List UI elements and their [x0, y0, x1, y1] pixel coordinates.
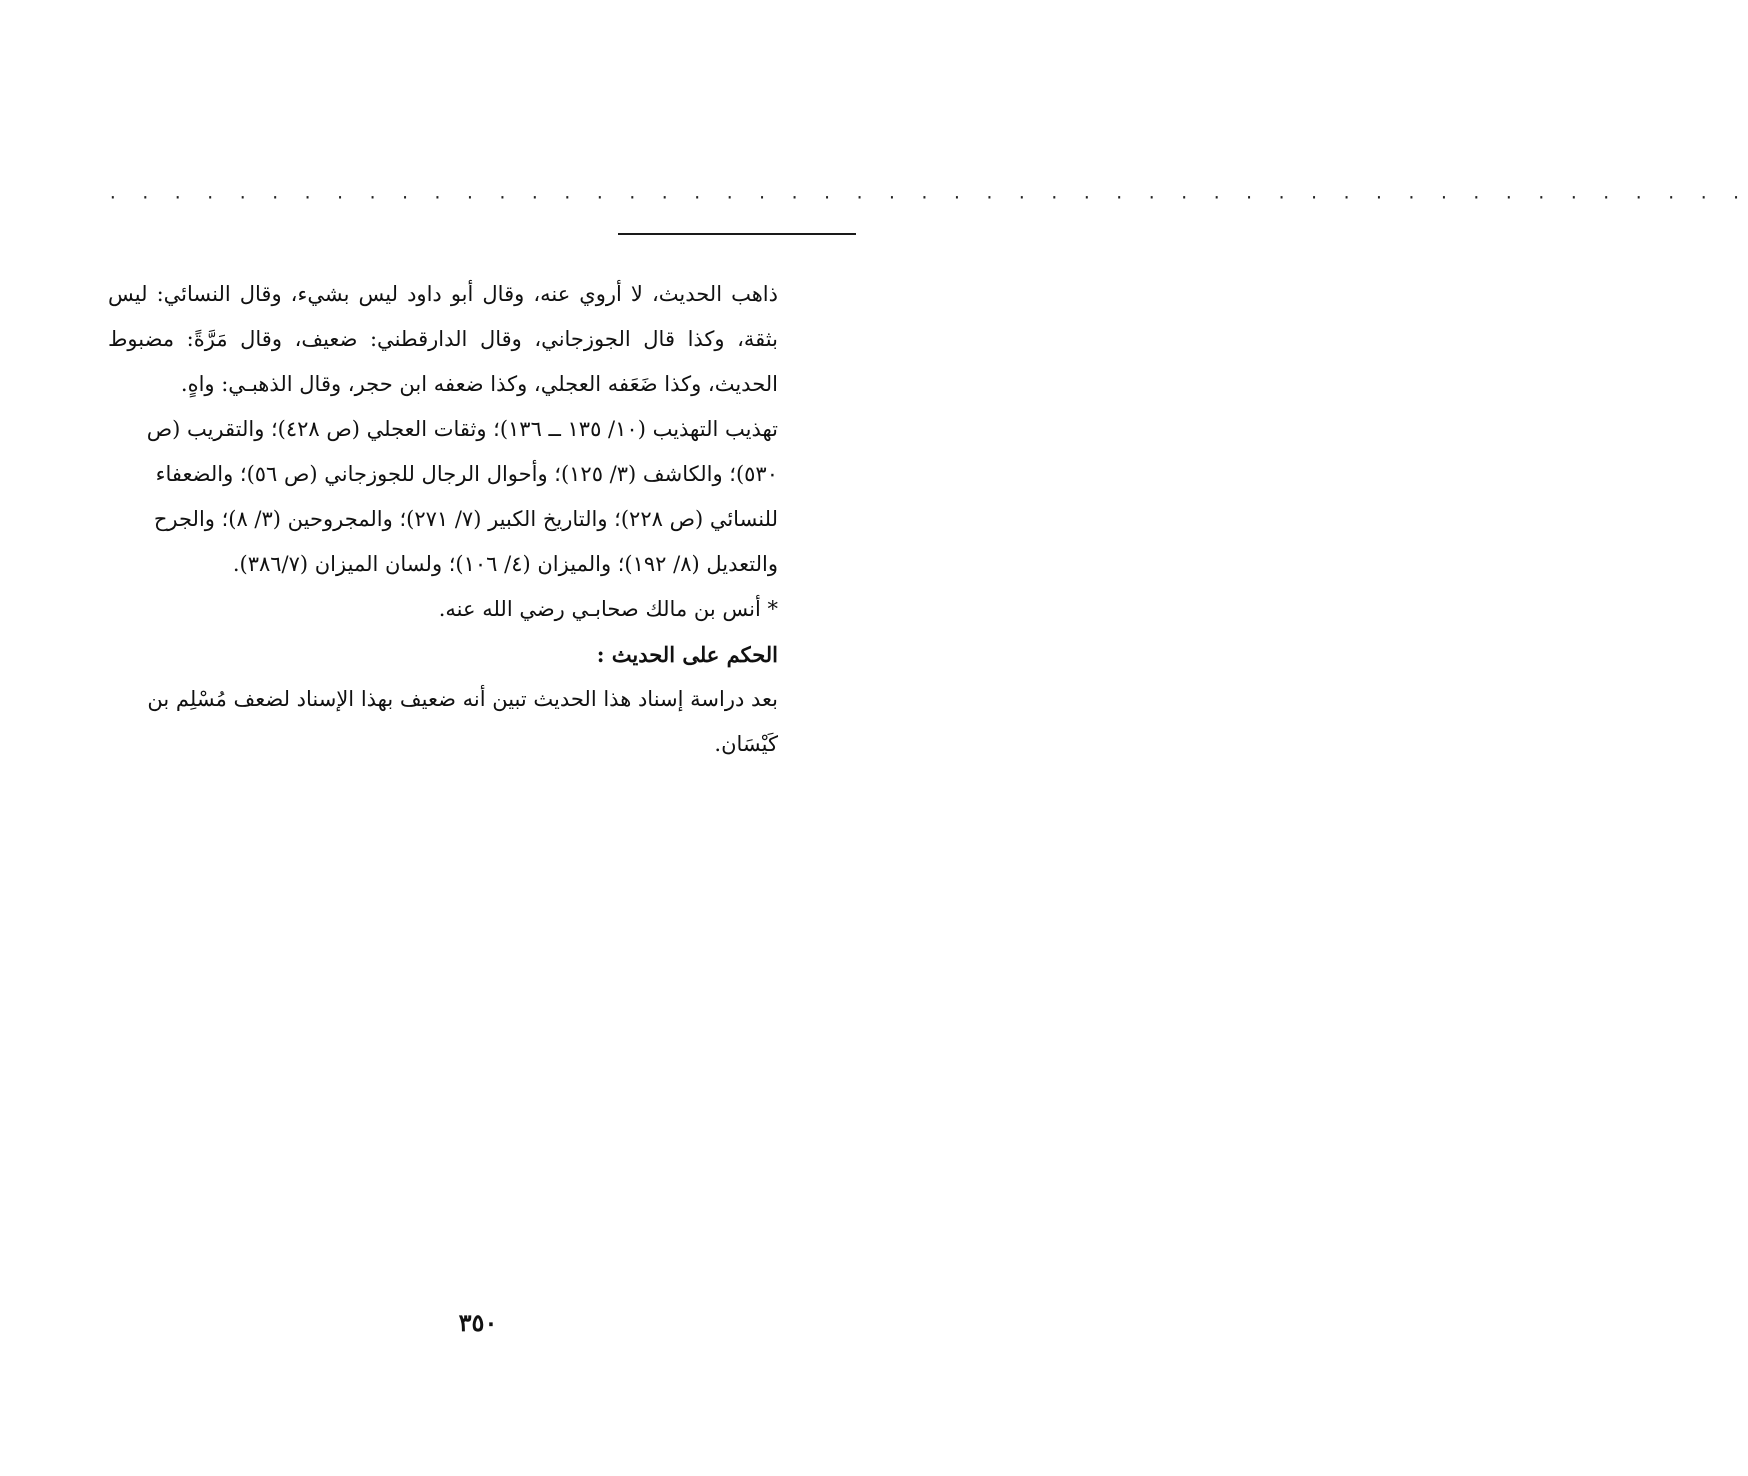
ruling-heading: الحكم على الحديث : [596, 642, 778, 667]
narrator-statement: ذاهب الحديث، لا أروي عنه، وقال أبو داود ليس بشيء، وقال النسائي: ليس بثقة، وكذا قال الجوزجاني، وقال الدارقطني: ضعيف، وقال مَرَّةً: مضبوط الحديث، وكذا ضَعَفه العجلي، وكذا ضعفه ابن حجر، وقال الذهبـي: واهٍ. [108, 282, 778, 396]
page-body [108, 272, 778, 767]
ruling-body: بعد دراسة إسناد هذا الحديث تبين أنه ضعيف بهذا الإسناد لضعف مُسْلِم بن كَيْسَان. [147, 687, 778, 756]
references-list: تهذيب التهذيب (١٠/ ١٣٥ ــ ١٣٦)؛ وثقات العجلي (ص ٤٢٨)؛ والتقريب (ص ٥٣٠)؛ والكاشف (٣/ ١٢٥)؛ وأحوال الرجال للجوزجاني (ص ٥٦)؛ والضعفاء للنسائي (ص ٢٢٨)؛ والتاريخ الكبير (٧/ ٢٧١)؛ والمجروحين (٣/ ٨)؛ والجرح والتعديل (٨/ ١٩٢)؛ والميزان (٤/ ١٠٦)؛ ولسان الميزان (٣٨٦/٧). [146, 417, 778, 576]
companion-note: * أنس بن مالك صحابـي رضي الله عنه. [438, 597, 778, 621]
footnote-rule [618, 233, 856, 235]
page-number: ٣٥٠ [458, 1308, 498, 1337]
dotted-separator: · · · · · · · · · · · · · · · · · · · · · · · · · · · · · · · · · · · · · · · · · · · · · · · · · · · [108, 188, 1748, 207]
